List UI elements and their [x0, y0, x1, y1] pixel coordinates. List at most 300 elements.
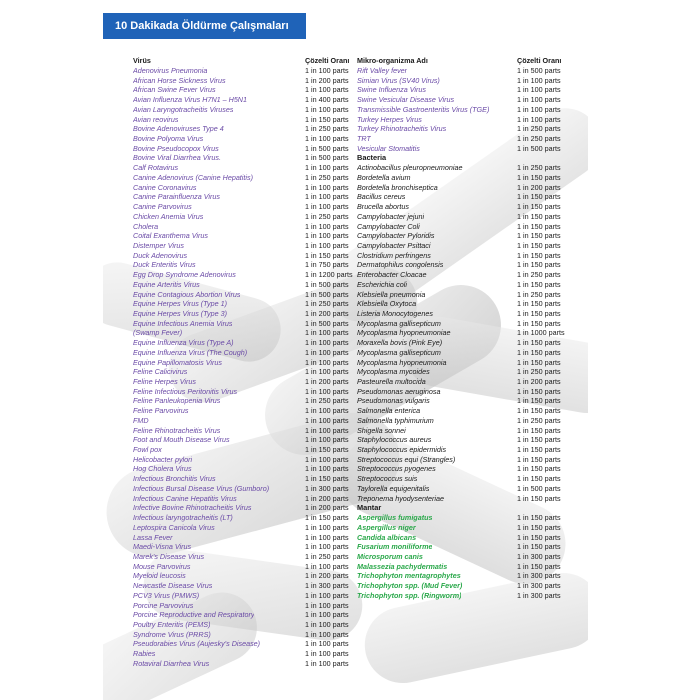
dilution-ratio: 1 in 200 parts	[517, 182, 561, 192]
dilution-ratio: 1 in 250 parts	[305, 124, 349, 134]
organism-name: (Swamp Fever)	[133, 328, 183, 338]
dilution-ratio: 1 in 100 parts	[305, 629, 349, 639]
table-row	[133, 581, 359, 591]
microorganism-table	[357, 56, 583, 601]
dilution-ratio: 1 in 100 parts	[305, 163, 349, 173]
organism-name: Chicken Anemia Virus	[133, 211, 204, 221]
table-row	[133, 367, 359, 377]
dilution-ratio: 1 in 250 parts	[517, 124, 561, 134]
dilution-ratio: 1 in 100 parts	[517, 104, 561, 114]
dilution-ratio: 1 in 300 parts	[517, 590, 561, 600]
dilution-ratio: 1 in 100 parts	[305, 454, 349, 464]
organism-name: Equine Influenza Virus (Type A)	[133, 338, 234, 348]
table-row	[133, 455, 359, 465]
table-row	[133, 387, 359, 397]
organism-name: Canine Adenovirus (Canine Hepatitis)	[133, 172, 253, 182]
dilution-ratio: 1 in 150 parts	[517, 396, 561, 406]
table-row	[133, 649, 359, 659]
organism-name: Feline Calicivirus	[133, 367, 188, 377]
table-row	[133, 601, 359, 611]
table-row	[133, 348, 359, 358]
dilution-ratio: 1 in 150 parts	[517, 221, 561, 231]
table-row	[133, 435, 359, 445]
organism-name: Bovine Pseudocopox Virus	[133, 143, 219, 153]
section-label-fungi: Mantar	[357, 503, 382, 513]
organism-name: Egg Drop Syndrome Adenovirus	[133, 270, 236, 280]
organism-name: Mycoplasma gallisepticum	[357, 347, 441, 357]
table-row	[133, 299, 359, 309]
table-row	[133, 523, 359, 533]
table-row	[133, 484, 359, 494]
table-row	[133, 659, 359, 669]
organism-name: Mycoplasma hyopneumoniae	[357, 328, 451, 338]
table-row	[357, 474, 583, 484]
table-row	[133, 474, 359, 484]
dilution-ratio: 1 in 100 parts	[305, 649, 349, 659]
organism-name: Clostridium perfringens	[357, 250, 431, 260]
organism-name: Hog Cholera Virus	[133, 464, 192, 474]
organism-name: PCV3 Virus (PMWS)	[133, 590, 200, 600]
table-row	[357, 270, 583, 280]
organism-name: Pseudomonas aeruginosa	[357, 386, 441, 396]
column-header-name: Virüs	[133, 56, 151, 65]
dilution-ratio: 1 in 250 parts	[517, 367, 561, 377]
dilution-ratio: 1 in 150 parts	[517, 250, 561, 260]
dilution-ratio: 1 in 100 parts	[517, 75, 561, 85]
table-row	[357, 251, 583, 261]
table-row	[133, 173, 359, 183]
organism-name: Streptococcus equi (Strangles)	[357, 454, 456, 464]
organism-name: Bovine Viral Diarrhea Virus.	[133, 153, 222, 163]
table-row	[357, 280, 583, 290]
dilution-ratio: 1 in 200 parts	[305, 503, 349, 513]
table-row	[133, 105, 359, 115]
dilution-ratio: 1 in 150 parts	[517, 299, 561, 309]
table-row	[357, 212, 583, 222]
organism-name: Mouse Parvovirus	[133, 561, 191, 571]
organism-name: Infectious Bursal Disease Virus (Gumboro)	[133, 483, 270, 493]
section-label-bacteria: Bacteria	[357, 153, 387, 163]
dilution-ratio: 1 in 100 parts	[305, 435, 349, 445]
dilution-ratio: 1 in 100 parts	[305, 610, 349, 620]
dilution-ratio: 1 in 500 parts	[305, 143, 349, 153]
dilution-ratio: 1 in 150 parts	[517, 318, 561, 328]
bacteria-rows	[357, 163, 583, 503]
dilution-ratio: 1 in 100 parts	[305, 134, 349, 144]
table-row	[357, 348, 583, 358]
dilution-ratio: 1 in 150 parts	[517, 454, 561, 464]
organism-name: Newcastle Disease Virus	[133, 581, 213, 591]
table-row	[133, 328, 359, 338]
table-row	[357, 134, 583, 144]
dilution-ratio: 1 in 200 parts	[305, 377, 349, 386]
dilution-ratio: 1 in 100 parts	[305, 202, 349, 212]
organism-name: Rotaviral Diarrhea Virus	[133, 658, 210, 668]
dilution-ratio: 1 in 150 parts	[517, 172, 561, 182]
table-row	[357, 222, 583, 232]
dilution-ratio: 1 in 150 parts	[517, 231, 561, 241]
dilution-ratio: 1 in 300 parts	[517, 581, 561, 591]
table-row	[133, 144, 359, 154]
table-row	[357, 231, 583, 241]
dilution-ratio: 1 in 100 parts	[305, 542, 349, 552]
table-row	[133, 639, 359, 649]
organism-name: Aspergillus niger	[357, 522, 416, 532]
dilution-ratio: 1 in 500 parts	[305, 153, 349, 163]
dilution-ratio: 1 in 250 parts	[305, 551, 349, 561]
organism-name: Rift Valley fever	[357, 66, 408, 75]
table-row	[357, 591, 583, 601]
table-row	[357, 552, 583, 562]
organism-name: Foot and Mouth Disease Virus	[133, 435, 230, 445]
dilution-ratio: 1 in 300 parts	[517, 551, 561, 561]
dilution-ratio: 1 in 150 parts	[517, 542, 561, 552]
organism-name: Lassa Fever	[133, 532, 173, 542]
table-row	[357, 562, 583, 572]
dilution-ratio: 1 in 250 parts	[305, 396, 349, 406]
table-row	[357, 115, 583, 125]
organism-name: Bovine Adenoviruses Type 4	[133, 124, 224, 134]
table-row	[133, 309, 359, 319]
table-row	[133, 183, 359, 193]
table-row	[357, 66, 583, 76]
organism-name: Streptococcus pyogenes	[357, 464, 436, 474]
table-row	[357, 338, 583, 348]
table-row	[133, 222, 359, 232]
organism-name: TRT	[357, 134, 371, 144]
dilution-ratio: 1 in 100 parts	[305, 464, 349, 474]
dilution-ratio: 1 in 500 parts	[517, 66, 561, 75]
organism-name: Turkey Herpes Virus	[357, 114, 422, 124]
organism-name: FMD	[133, 415, 149, 425]
dilution-ratio: 1 in 150 parts	[305, 114, 349, 124]
organism-name: Feline Infectious Peritonitis Virus	[133, 386, 238, 396]
organism-name: Coital Exanthema Virus	[133, 231, 208, 241]
dilution-ratio: 1 in 500 parts	[305, 289, 349, 299]
dilution-ratio: 1 in 200 parts	[305, 493, 349, 503]
table-row	[133, 270, 359, 280]
organism-name: Infectious laryngotracheitis (LT)	[133, 513, 233, 523]
dilution-ratio: 1 in 150 parts	[517, 493, 561, 503]
dilution-ratio: 1 in 250 parts	[517, 134, 561, 144]
organism-name: Campylobacter Pyloridis	[357, 231, 435, 241]
organism-name: Porcine Parvovirus	[133, 600, 194, 610]
virus-table-header	[133, 56, 359, 66]
table-row	[357, 387, 583, 397]
organism-name: Equine Herpes Virus (Type 3)	[133, 308, 228, 318]
organism-name: Myeloid leucosis	[133, 571, 186, 581]
table-row	[133, 202, 359, 212]
table-row	[133, 124, 359, 134]
dilution-ratio: 1 in 1200 parts	[305, 270, 353, 280]
dilution-ratio: 1 in 100 parts	[305, 182, 349, 192]
table-row	[133, 134, 359, 144]
column-header-name: Mikro-organizma Adı	[357, 56, 428, 65]
organism-name: Moraxella bovis (Pink Eye)	[357, 338, 443, 348]
dilution-ratio: 1 in 150 parts	[517, 386, 561, 396]
organism-name: Bacillus cereus	[357, 192, 406, 202]
organism-name: Candida albicans	[357, 532, 417, 542]
organism-name: Mycoplasma mycoides	[357, 367, 430, 377]
table-row	[133, 571, 359, 581]
table-row	[357, 377, 583, 387]
dilution-ratio: 1 in 200 parts	[517, 377, 561, 386]
table-row	[357, 523, 583, 533]
table-row	[357, 105, 583, 115]
table-row	[357, 464, 583, 474]
dilution-ratio: 1 in 150 parts	[517, 211, 561, 221]
table-row	[133, 212, 359, 222]
table-row	[357, 494, 583, 504]
dilution-ratio: 1 in 200 parts	[305, 571, 349, 581]
organism-name: Escherichia coli	[357, 279, 407, 289]
organism-name: Poultry Enteritis (PEMS)	[133, 619, 211, 629]
organism-name: Equine Influenza Virus (The Cough)	[133, 347, 248, 357]
table-row	[133, 464, 359, 474]
organism-name: Cholera	[133, 221, 159, 231]
organism-name: Streptococcus suis	[357, 474, 418, 484]
organism-name: Swine Influenza Virus	[357, 85, 426, 95]
organism-name: Staphylococcus aureus	[357, 435, 432, 445]
table-row	[357, 426, 583, 436]
organism-name: Pasteurella multocida	[357, 377, 426, 386]
table-row	[357, 416, 583, 426]
table-row	[133, 115, 359, 125]
table-row	[133, 319, 359, 329]
virus-rows	[133, 66, 359, 669]
table-row	[357, 85, 583, 95]
table-row	[133, 503, 359, 513]
organism-name: Feline Rhinotracheitis Virus	[133, 425, 221, 435]
table-row	[133, 231, 359, 241]
dilution-ratio: 1 in 100 parts	[305, 619, 349, 629]
dilution-ratio: 1 in 150 parts	[517, 445, 561, 455]
table-row	[133, 552, 359, 562]
table-row	[133, 562, 359, 572]
table-row	[357, 290, 583, 300]
organism-name: Infectious Bronchitis Virus	[133, 474, 216, 484]
table-row	[133, 280, 359, 290]
dilution-ratio: 1 in 150 parts	[517, 474, 561, 484]
organism-name: Campylobacter Psittaci	[357, 240, 431, 250]
organism-name: Canine Coronavirus	[133, 182, 197, 192]
dilution-ratio: 1 in 150 parts	[517, 279, 561, 289]
dilution-ratio: 1 in 250 parts	[517, 415, 561, 425]
organism-name: Trichophyton spp. (Ringworm)	[357, 590, 462, 600]
table-row	[357, 192, 583, 202]
table-row	[357, 542, 583, 552]
dilution-ratio: 1 in 100 parts	[305, 600, 349, 610]
table-row	[133, 163, 359, 173]
organism-name: Malassezia pachydermatis	[357, 561, 448, 571]
dilution-ratio: 1 in 150 parts	[305, 513, 349, 523]
organism-name: Porcine Reproductive and Respiratory	[133, 610, 255, 620]
table-row	[357, 396, 583, 406]
dilution-ratio: 1 in 100 parts	[305, 104, 349, 114]
dilution-ratio: 1 in 200 parts	[305, 75, 349, 85]
dilution-ratio: 1 in 100 parts	[517, 95, 561, 105]
organism-name: Fowl pox	[133, 445, 162, 455]
organism-name: Treponema hyodysenteriae	[357, 493, 444, 503]
dilution-ratio: 1 in 100 parts	[305, 415, 349, 425]
dilution-ratio: 1 in 100 parts	[305, 532, 349, 542]
dilution-ratio: 1 in 150 parts	[517, 435, 561, 445]
dilution-ratio: 1 in 250 parts	[305, 172, 349, 182]
dilution-ratio: 1 in 100 parts	[305, 231, 349, 241]
organism-name: Pseudomonas vulgaris	[357, 396, 430, 406]
table-row	[357, 435, 583, 445]
organism-name: Taylorella equigenitalis	[357, 483, 430, 493]
dilution-ratio: 1 in 500 parts	[305, 279, 349, 289]
table-row	[357, 124, 583, 134]
dilution-ratio: 1 in 250 parts	[517, 270, 561, 280]
dilution-ratio: 1 in 250 parts	[517, 163, 561, 173]
organism-name: Feline Parvovirus	[133, 406, 189, 416]
dilution-ratio: 1 in 100 parts	[305, 66, 349, 75]
dilution-ratio: 1 in 200 parts	[305, 308, 349, 318]
dilution-ratio: 1 in 150 parts	[517, 192, 561, 202]
dilution-ratio: 1 in 150 parts	[517, 260, 561, 270]
dilution-ratio: 1 in 100 parts	[305, 639, 349, 649]
organism-name: Salmonella enterica	[357, 406, 421, 416]
table-row	[357, 319, 583, 329]
dilution-ratio: 1 in 100 parts	[305, 590, 349, 600]
table-row	[357, 367, 583, 377]
organism-name: Feline Herpes Virus	[133, 377, 196, 386]
organism-name: Infectious Canine Hepatitis Virus	[133, 493, 237, 503]
table-row	[133, 610, 359, 620]
dilution-ratio: 1 in 150 parts	[305, 250, 349, 260]
table-row	[133, 290, 359, 300]
dilution-ratio: 1 in 100 parts	[517, 114, 561, 124]
table-row	[133, 542, 359, 552]
organism-name: Syndrome Virus (PRRS)	[133, 629, 211, 639]
dilution-ratio: 1 in 250 parts	[305, 299, 349, 309]
dilution-ratio: 1 in 150 parts	[517, 308, 561, 318]
table-row	[133, 241, 359, 251]
microorganism-table-header	[357, 56, 583, 66]
dilution-ratio: 1 in 400 parts	[305, 95, 349, 105]
dilution-ratio: 1 in 500 parts	[517, 143, 561, 153]
organism-name: Canine Parainfluenza Virus	[133, 192, 220, 202]
organism-name: Avian Influenza Virus H7N1 – H5N1	[133, 95, 247, 105]
table-row	[133, 192, 359, 202]
table-row	[133, 630, 359, 640]
dilution-ratio: 1 in 300 parts	[305, 483, 349, 493]
organism-name: Calf Rotavirus	[133, 163, 179, 173]
organism-name: Campylobacter Coli	[357, 221, 420, 231]
organism-name: Transmissible Gastroenteritis Virus (TGE)	[357, 104, 490, 114]
table-row	[133, 533, 359, 543]
dilution-ratio: 1 in 150 parts	[517, 464, 561, 474]
organism-name: Mycoplasma gallisepticum	[357, 318, 441, 328]
dilution-ratio: 1 in 100 parts	[305, 561, 349, 571]
dilution-ratio: 1 in 100 parts	[305, 406, 349, 416]
organism-name: Salmonella typhimurium	[357, 415, 434, 425]
organism-name: Shigella sonnei	[357, 425, 406, 435]
dilution-ratio: 1 in 150 parts	[517, 406, 561, 416]
organism-name: Pseudorabies Virus (Aujesky's Disease)	[133, 639, 261, 649]
column-header-ratio: Çözelti Oranı	[305, 56, 350, 65]
dilution-ratio: 1 in 100 parts	[305, 192, 349, 202]
dilution-ratio: 1 in 150 parts	[517, 532, 561, 542]
organism-name: Klebsiella Oxytoca	[357, 299, 417, 309]
table-row	[357, 455, 583, 465]
dilution-ratio: 1 in 150 parts	[305, 445, 349, 455]
organism-name: Bovine Polyoma Virus	[133, 134, 204, 144]
table-row	[133, 445, 359, 455]
organism-name: Duck Adenovirus	[133, 250, 188, 260]
table-row	[133, 591, 359, 601]
organism-name: Campylobacter jejuni	[357, 211, 425, 221]
organism-name: Trichophyton spp. (Mud Fever)	[357, 581, 463, 591]
table-row	[357, 328, 583, 338]
organism-name: Trichophyton mentagrophytes	[357, 571, 461, 581]
dilution-ratio: 1 in 100 parts	[517, 85, 561, 95]
dilution-ratio: 1 in 100 parts	[305, 367, 349, 377]
organism-name: Canine Parvovirus	[133, 202, 192, 212]
table-row	[357, 95, 583, 105]
organism-name: Rabies	[133, 649, 156, 659]
table-row	[357, 406, 583, 416]
fungi-rows	[357, 513, 583, 600]
dilution-ratio: 1 in 100 parts	[305, 522, 349, 532]
organism-name: Equine Contagious Abortion Virus	[133, 289, 241, 299]
organism-name: Vesicular Stomatitis	[357, 143, 420, 153]
dilution-ratio: 1 in 150 parts	[517, 561, 561, 571]
organism-name: Duck Enteritis Virus	[133, 260, 196, 270]
dilution-ratio: 1 in 150 parts	[517, 425, 561, 435]
dilution-ratio: 1 in 100 parts	[305, 85, 349, 95]
organism-name: Klebsiella pneumonia	[357, 289, 426, 299]
dilution-ratio: 1 in 150 parts	[517, 338, 561, 348]
organism-name: Equine Papillomatosis Virus	[133, 357, 222, 367]
table-row	[357, 183, 583, 193]
table-row	[357, 533, 583, 543]
dilution-ratio: 1 in 150 parts	[517, 357, 561, 367]
table-row	[357, 241, 583, 251]
organism-name: Brucella abortus	[357, 202, 409, 212]
dilution-ratio: 1 in 300 parts	[305, 581, 349, 591]
organism-name: Aspergillus fumigatus	[357, 513, 433, 523]
dilution-ratio: 1 in 250 parts	[305, 211, 349, 221]
organism-name: Bordetella avium	[357, 172, 411, 182]
table-row	[133, 338, 359, 348]
table-row	[357, 260, 583, 270]
table-row	[133, 251, 359, 261]
organism-name: Staphylococcus epidermidis	[357, 445, 447, 455]
virus-table	[133, 56, 359, 669]
table-row	[133, 85, 359, 95]
table-row	[357, 163, 583, 173]
document-page	[103, 0, 588, 700]
dilution-ratio: 1 in 500 parts	[517, 483, 561, 493]
organism-name: Bordetella bronchiseptica	[357, 182, 438, 192]
organism-name: Simian Virus (SV40 Virus)	[357, 75, 440, 85]
table-row	[357, 484, 583, 494]
organism-name: Leptospira Canicola Virus	[133, 522, 215, 532]
column-header-ratio: Çözelti Oranı	[517, 56, 562, 65]
table-row	[357, 299, 583, 309]
organism-name: Maedi-Visna Virus	[133, 542, 192, 552]
organism-name: Dermatophilus congolensis	[357, 260, 444, 270]
organism-name: Equine Arteritis Virus	[133, 279, 200, 289]
organism-name: Mycoplasma hyopneumonia	[357, 357, 447, 367]
table-row	[357, 513, 583, 523]
table-row	[133, 406, 359, 416]
dilution-ratio: 1 in 100 parts	[305, 658, 349, 668]
dilution-ratio: 1 in 150 parts	[517, 347, 561, 357]
